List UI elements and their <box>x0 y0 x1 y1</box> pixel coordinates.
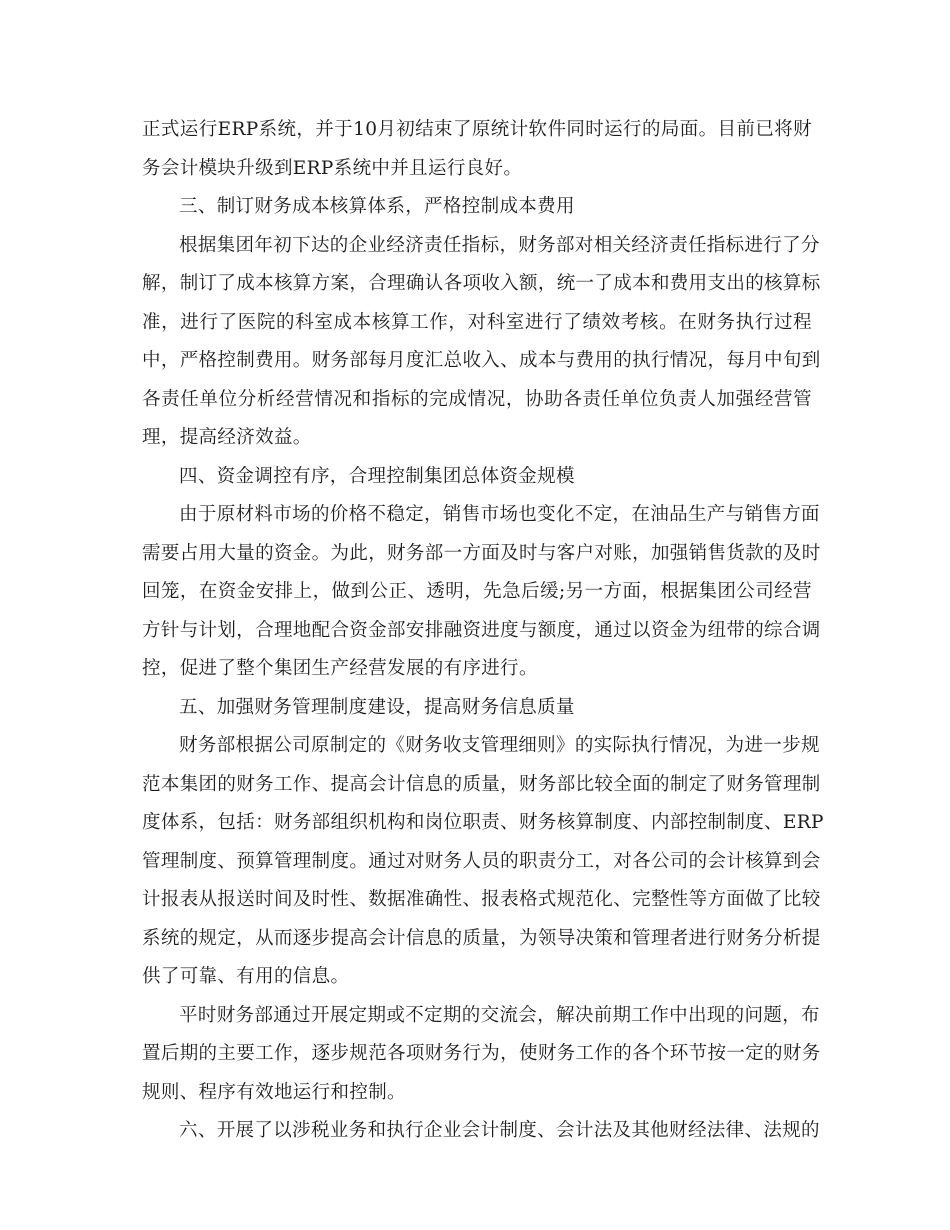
text-line: 度体系，包括：财务部组织机构和岗位职责、财务核算制度、内部控制制度、ERP <box>142 812 824 833</box>
text-line: 方针与计划，合理地配合资金部安排融资进度与额度，通过以资金为纽带的综合调 <box>142 619 821 641</box>
text-line: 准，进行了医院的科室成本核算工作，对科室进行了绩效考核。在财务执行过程 <box>142 311 812 333</box>
text-line: 需要占用大量的资金。为此，财务部一方面及时与客户对账，加强销售货款的及时 <box>142 542 821 564</box>
paragraph <box>142 188 812 227</box>
text-line: 控，促进了整个集团生产经营发展的有序进行。 <box>142 658 538 679</box>
text-line: 三、制订财务成本核算体系，严格控制成本费用 <box>179 196 575 217</box>
paragraph <box>142 1112 820 1151</box>
text-line: 范本集团的财务工作、提高会计信息的质量，财务部比较全面的制定了财务管理制 <box>142 773 821 795</box>
text-line: 根据集团年初下达的企业经济责任指标，财务部对相关经济责任指标进行了分 <box>179 234 820 256</box>
text-line: 规则、程序有效地运行和控制。 <box>142 1081 406 1103</box>
paragraph <box>142 496 821 689</box>
text-line: 各责任单位分析经营情况和指标的完成情况，协助各责任单位负责人加强经营管 <box>142 388 812 410</box>
paragraph <box>142 458 812 497</box>
text-line: 解，制订了成本核算方案，合理确认各项收入额，统一了成本和费用支出的核算标 <box>142 273 821 294</box>
text-line: 计报表从报送时间及时性、数据准确性、报表格式规范化、完整性等方面做了比较 <box>142 889 821 910</box>
text-line: 五、加强财务管理制度建设，提高财务信息质量 <box>179 696 575 718</box>
paragraph <box>142 227 821 458</box>
text-line: 供了可靠、有用的信息。 <box>142 966 350 987</box>
paragraph <box>142 689 812 728</box>
text-line: 财务部根据公司原制定的《财务收支管理细则》的实际执行情况，为进一步规 <box>179 735 820 756</box>
text-line: 由于原材料市场的价格不稳定，销售市场也变化不定，在油品生产与销售方面 <box>179 504 820 525</box>
text-line: 六、开展了以涉税业务和执行企业会计制度、会计法及其他财经法律、法规的 <box>179 1120 820 1141</box>
text-line: 置后期的主要工作，逐步规范各项财务行为，使财务工作的各个环节按一定的财务 <box>142 1043 821 1064</box>
paragraph <box>142 727 824 997</box>
text-line: 中，严格控制费用。财务部每月度汇总收入、成本与费用的执行情况，每月中旬到 <box>142 350 821 371</box>
paragraph <box>142 997 821 1113</box>
text-line: 务会计模块升级到ERP系统中并且运行良好。 <box>142 157 523 179</box>
document-body <box>142 111 824 1151</box>
paragraph <box>142 111 812 188</box>
text-line: 系统的规定，从而逐步提高会计信息的质量，为领导决策和管理者进行财务分析提 <box>142 927 821 949</box>
text-line: 四、资金调控有序，合理控制集团总体资金规模 <box>179 465 575 487</box>
text-line: 平时财务部通过开展定期或不定期的交流会，解决前期工作中出现的问题，布 <box>179 1004 820 1026</box>
text-line: 理，提高经济效益。 <box>142 427 312 448</box>
text-line: 管理制度、预算管理制度。通过对财务人员的职责分工，对各公司的会计核算到会 <box>142 850 821 872</box>
text-line: 正式运行ERP系统，并于10月初结束了原统计软件同时运行的局面。目前已将财 <box>142 119 812 140</box>
text-line: 回笼，在资金安排上，做到公正、透明，先急后缓;另一方面，根据集团公司经营 <box>142 581 812 602</box>
